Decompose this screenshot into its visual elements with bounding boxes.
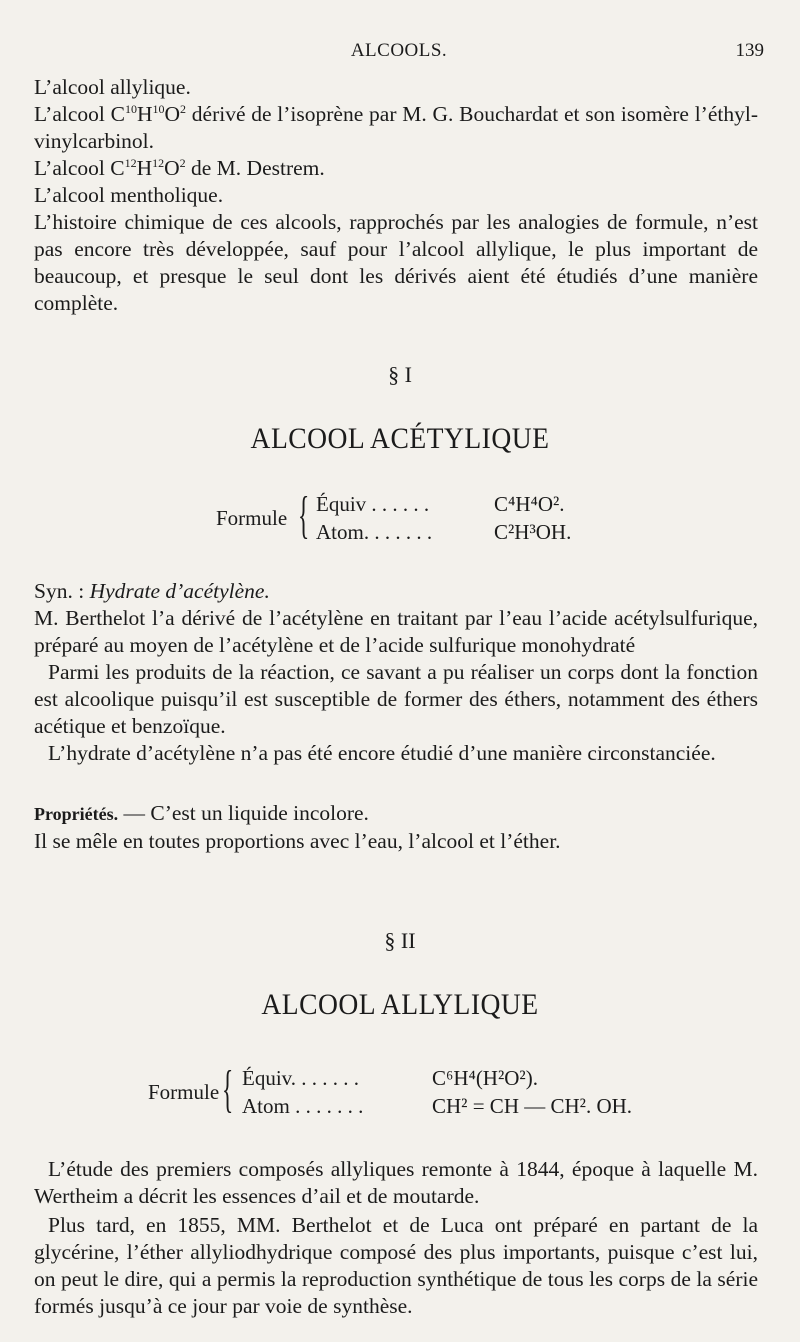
section-2-body xyxy=(34,1156,758,1320)
page-number: 139 xyxy=(735,40,764,61)
formula-atom-value: CH² = CH — CH². OH. xyxy=(432,1094,633,1118)
text-run: O xyxy=(164,102,181,126)
syn-value: Hydrate d’acétylène. xyxy=(89,579,270,603)
intro-paragraph: L’histoire chimique de ces alcools, rapprochés par les analogies de formule, n’est pas encore très développée, sauf pour l’alcool allylique, le plus important de beaucoup, et presque le seul dont les dérivés aient été étudiés d’une manière complète. xyxy=(34,210,758,315)
superscript: 10 xyxy=(124,101,137,116)
section-1-body xyxy=(34,578,758,767)
syn-label: Syn. : xyxy=(34,579,90,603)
formula-atom-label: Atom. . . . . . . xyxy=(316,520,433,544)
properties-line xyxy=(34,800,758,828)
properties-text: — C’est un liquide incolore. xyxy=(118,801,369,825)
superscript: 2 xyxy=(179,155,186,170)
text-run: O xyxy=(164,156,180,180)
text-run: de M. Destrem. xyxy=(185,156,325,180)
synonym-line xyxy=(34,578,758,605)
properties-label: Propriétés. xyxy=(34,804,119,824)
formula-label: Formule xyxy=(216,506,288,530)
paragraph-hydrate: L’hydrate d’acétylène n’a pas été encore étudié d’une manière circonstanciée. xyxy=(48,741,716,765)
section-2-formula xyxy=(148,1061,668,1124)
paragraph-1844: L’étude des premiers composés allyliques remonte à 1844, époque à laquelle M. Wertheim a décrit les essences d’ail et de moutarde. xyxy=(34,1157,758,1208)
superscript: 2 xyxy=(180,101,187,116)
paragraph-berthelot: M. Berthelot l’a dérivé de l’acétylène en traitant par l’eau l’acide acétylsulfurique, préparé au moyen de l’acétylène et de l’acide sulfurique monohydraté xyxy=(34,606,758,657)
formula-equiv-value: C⁶H⁴(H²O²). xyxy=(432,1066,538,1090)
brace-icon: { xyxy=(298,487,310,544)
properties-block xyxy=(34,800,758,855)
section-1-formula xyxy=(216,487,616,550)
superscript: 12 xyxy=(124,155,137,170)
superscript: 10 xyxy=(152,101,165,116)
formula-atom-label: Atom . . . . . . . xyxy=(242,1094,364,1118)
formula-atom-value: C²H³OH. xyxy=(494,520,572,544)
paragraph-1855: Plus tard, en 1855, MM. Berthelot et de Luca ont préparé en partant de la glycérine, l’éther allyliodhydrique composé des plus importants, puisque c’est lui, on peut le dire, qui a permis la reproduction synthétique de tous les corps de la série formés jusqu’à ce jour par voie de synthèse. xyxy=(34,1213,758,1318)
intro-line-destrem xyxy=(34,155,758,182)
text-run: L’alcool C xyxy=(34,102,125,126)
formula-equiv-value: C⁴H⁴O². xyxy=(494,492,565,516)
formula-equiv-label: Équiv. . . . . . . xyxy=(242,1066,360,1090)
intro-block xyxy=(34,74,758,317)
intro-line-mentholique: L’alcool mentholique. xyxy=(34,183,224,207)
intro-line-isoprene xyxy=(34,101,758,155)
formula-equiv-label: Équiv . . . . . . xyxy=(316,492,430,516)
text-run: dérivé de l’isoprène par M. G. Bouchardat et son isomère l’éthyl-vinylcarbinol. xyxy=(34,102,758,153)
paragraph-reaction: Parmi les produits de la réaction, ce savant a pu réaliser un corps dont la fonction est alcoolique puisqu’il est susceptible de former des éthers, notamment des éthers acétique et benzoïque. xyxy=(34,660,758,738)
text-run: L’alcool C xyxy=(34,156,125,180)
text-run: H xyxy=(136,102,153,126)
page-header xyxy=(34,40,764,70)
section-1-title: ALCOOL ACÉTYLIQUE xyxy=(250,422,550,455)
superscript: 12 xyxy=(152,155,165,170)
section-1-mark: § I xyxy=(388,362,412,387)
section-2-title: ALCOOL ALLYLIQUE xyxy=(261,988,539,1021)
section-2-mark: § II xyxy=(384,928,416,953)
brace-icon: { xyxy=(222,1061,234,1118)
properties-line-2: Il se mêle en toutes proportions avec l’eau, l’alcool et l’éther. xyxy=(34,829,561,853)
intro-line-allylique: L’alcool allylique. xyxy=(34,75,191,99)
running-title: ALCOOLS. xyxy=(350,40,448,61)
formula-label: Formule xyxy=(148,1080,220,1104)
text-run: H xyxy=(136,156,153,180)
